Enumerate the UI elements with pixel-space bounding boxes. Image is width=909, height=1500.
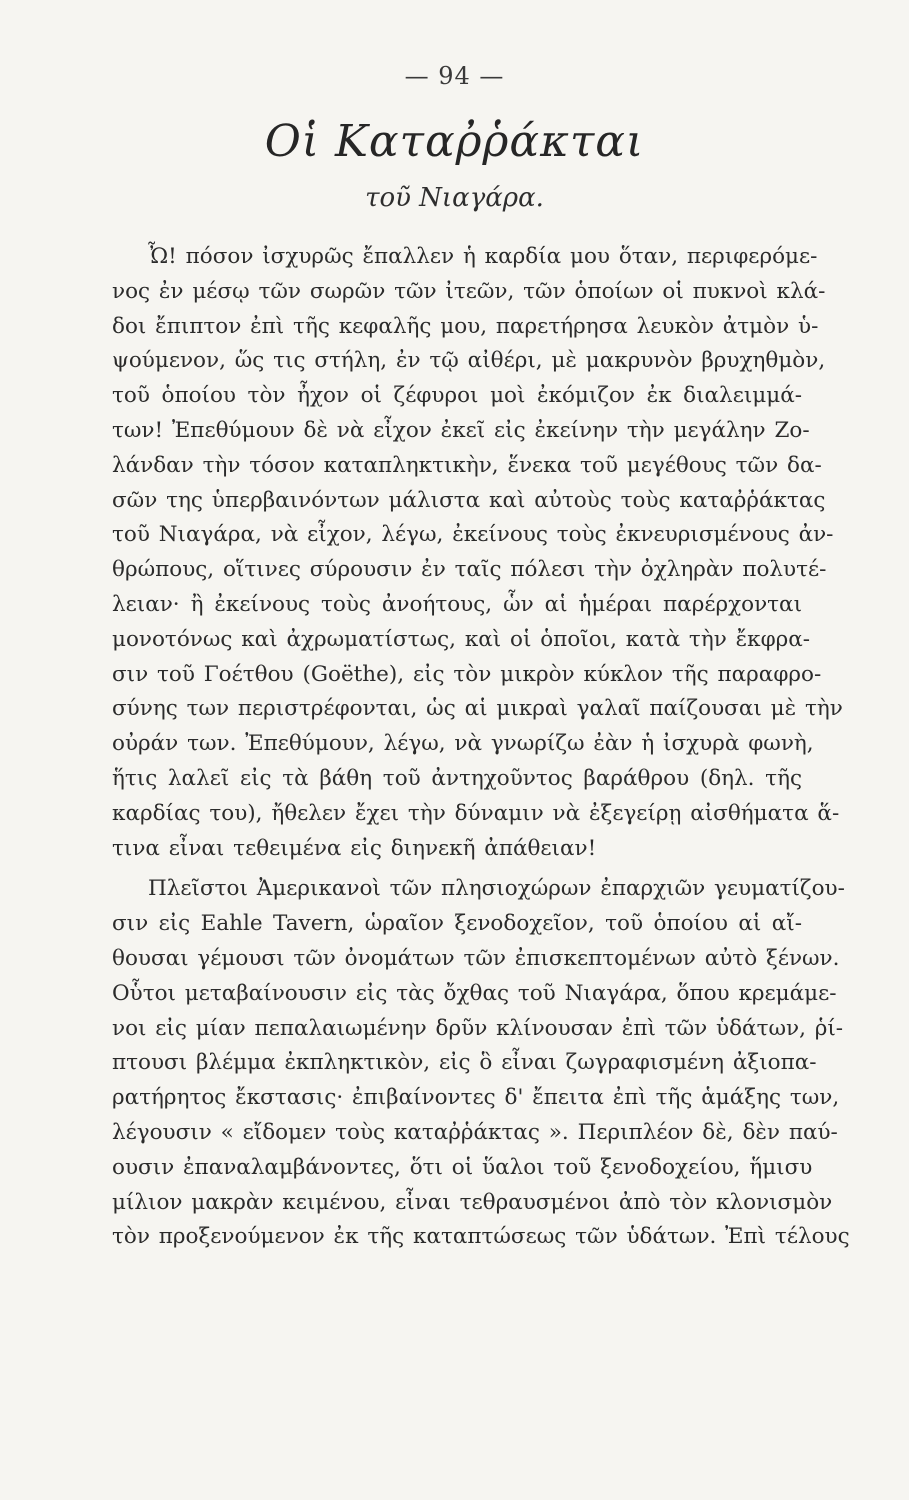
- page-number: — 94 —: [404, 62, 505, 90]
- text-line: σῶν της ὑπερβαινόντων μάλιστα καὶ αὐτοὺς τοὺς καταῤῥάκτας: [112, 487, 826, 513]
- text-line: ψούμενον, ὥς τις στήλη, ἐν τῷ αἰθέρι, μὲ μακρυνὸν βρυχηθμὸν,: [112, 348, 826, 374]
- text-line: μίλιον μακρὰν κειμένου, εἶναι τεθραυσμένοι ἀπὸ τὸν κλονισμὸν: [112, 1189, 833, 1215]
- text-line: οὐράν των. Ἐπεθύμουν, λέγω, νὰ γνωρίζω ἐὰν ἡ ἰσχυρὰ φωνὴ,: [112, 731, 814, 757]
- text-line: ουσιν ἐπαναλαμβάνοντες, ὅτι οἱ ὕαλοι τοῦ ξενοδοχείου, ἥμισυ: [112, 1154, 813, 1180]
- text-line: τὸν προξενούμενον ἐκ τῆς καταπτώσεως τῶν ὑδάτων. Ἐπὶ τέλους: [112, 1224, 850, 1250]
- text-line: νοι εἰς μίαν πεπαλαιωμένην δρῦν κλίνουσαν ἐπὶ τῶν ὑδάτων, ῥί-: [112, 1015, 844, 1041]
- paragraph: [112, 872, 850, 1255]
- chapter-title: Οἱ Καταῤῥάκται: [264, 116, 645, 167]
- paragraph: [112, 240, 843, 866]
- text-line: Πλεῖστοι Ἀμερικανοὶ τῶν πλησιοχώρων ἐπαρχιῶν γευματίζου-: [148, 876, 845, 902]
- chapter-subtitle: τοῦ Νιαγάρα.: [365, 183, 544, 213]
- text-line: των! Ἐπεθύμουν δὲ νὰ εἶχον ἐκεῖ εἰς ἐκείνην τὴν μεγάλην Ζο-: [112, 417, 810, 443]
- text-line: λέγουσιν « εἴδομεν τοὺς καταῤῥάκτας ». Περιπλέον δὲ, δὲν παύ-: [112, 1119, 838, 1145]
- text-line: λάνδαν τὴν τόσον καταπληκτικὴν, ἕνεκα τοῦ μεγέθους τῶν δα-: [112, 452, 822, 478]
- text-line: σύνης των περιστρέφονται, ὡς αἱ μικραὶ γαλαῖ παίζουσαι μὲ τὴν: [112, 696, 843, 722]
- text-line: σιν τοῦ Γοέτθου (Goëthe), εἰς τὸν μικρὸν κύκλον τῆς παραφρο-: [112, 661, 822, 687]
- text-line: θρώπους, οἵτινες σύρουσιν ἐν ταῖς πόλεσι τὴν ὀχληρὰν πολυτέ-: [112, 557, 827, 583]
- text-line: σιν εἰς Eahle Tavern, ὡραῖον ξενοδοχεῖον, τοῦ ὁποίου αἱ αἴ-: [112, 911, 802, 937]
- text-line: πτουσι βλέμμα ἐκπληκτικὸν, εἰς ὃ εἶναι ζωγραφισμένη ἀξιοπα-: [112, 1050, 817, 1076]
- text-line: τοῦ ὁποίου τὸν ἦχον οἱ ζέφυροι μοὶ ἐκόμιζον ἐκ διαλειμμά-: [112, 383, 802, 409]
- text-line: ἥτις λαλεῖ εἰς τὰ βάθη τοῦ ἀντηχοῦντος βαράθρου (δηλ. τῆς: [112, 765, 802, 791]
- text-line: λειαν· ἢ ἐκείνους τοὺς ἀνοήτους, ὧν αἱ ἡμέραι παρέρχονται: [112, 591, 802, 617]
- text-line: ρατήρητος ἔκστασις· ἐπιβαίνοντες δ' ἔπειτα ἐπὶ τῆς ἁμάξης των,: [112, 1085, 840, 1111]
- text-line: τινα εἶναι τεθειμένα εἰς διηνεκῆ ἀπάθειαν!: [112, 835, 597, 861]
- text-line: καρδίας του), ἤθελεν ἔχει τὴν δύναμιν νὰ ἐξεγείρῃ αἰσθήματα ἅ-: [112, 800, 840, 826]
- text-line: δοι ἔπιπτον ἐπὶ τῆς κεφαλῆς μου, παρετήρησα λευκὸν ἀτμὸν ὑ-: [112, 313, 819, 339]
- text-line: τοῦ Νιαγάρα, νὰ εἶχον, λέγω, ἐκείνους τοὺς ἐκνευρισμένους ἀν-: [112, 522, 834, 548]
- text-line: θουσαι γέμουσι τῶν ὀνομάτων τῶν ἐπισκεπτομένων αὐτὸ ξένων.: [112, 945, 840, 971]
- text-line: Ὦ! πόσον ἰσχυρῶς ἔπαλλεν ἡ καρδία μου ὅταν, περιφερόμε-: [148, 244, 818, 269]
- text-line: νος ἐν μέσῳ τῶν σωρῶν τῶν ἰτεῶν, τῶν ὁποίων οἱ πυκνοὶ κλά-: [112, 278, 826, 304]
- body-text: [112, 240, 850, 1255]
- text-line: Οὗτοι μεταβαίνουσιν εἰς τὰς ὄχθας τοῦ Νιαγάρα, ὅπου κρεμάμε-: [112, 980, 837, 1006]
- text-line: μονοτόνως καὶ ἀχρωματίστως, καὶ οἱ ὁποῖοι, κατὰ τὴν ἔκφρα-: [112, 626, 811, 652]
